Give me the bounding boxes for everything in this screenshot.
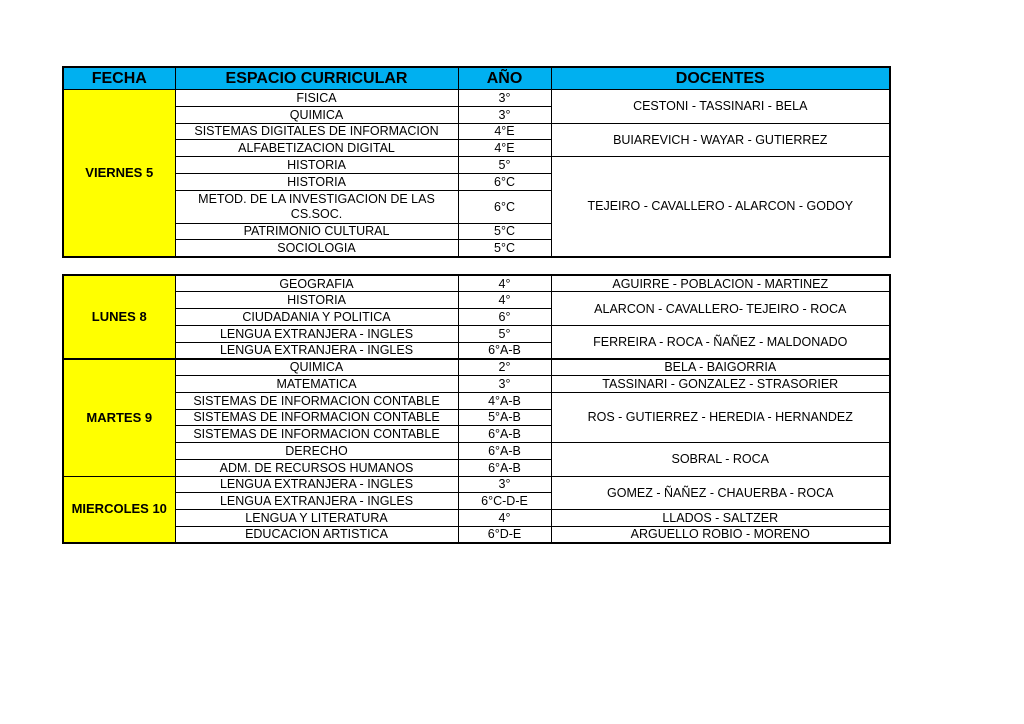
teachers-cell: BELA - BAIGORRIA [551,359,890,376]
subject-cell: LENGUA EXTRANJERA - INGLES [175,325,458,342]
teachers-cell: ALARCON - CAVALLERO- TEJEIRO - ROCA [551,292,890,326]
subject-cell: LENGUA EXTRANJERA - INGLES [175,342,458,359]
year-cell: 5° [458,157,551,174]
date-miercoles: MIERCOLES 10 [63,476,175,543]
header-docentes: DOCENTES [551,67,890,90]
year-cell: 4°A-B [458,392,551,409]
subject-cell: SISTEMAS DE INFORMACION CONTABLE [175,409,458,426]
subject-cell: SOCIOLOGIA [175,240,458,257]
table-row [63,526,890,543]
subject-cell: SISTEMAS DIGITALES DE INFORMACION [175,123,458,140]
subject-cell: HISTORIA [175,292,458,309]
header-row [63,67,890,90]
header-fecha: FECHA [63,67,175,90]
year-cell: 3° [458,376,551,393]
year-cell: 3° [458,90,551,107]
year-cell: 4° [458,275,551,292]
year-cell: 6° [458,309,551,326]
subject-cell: ALFABETIZACION DIGITAL [175,140,458,157]
table-row [63,476,890,493]
subject-cell: GEOGRAFIA [175,275,458,292]
header-anio: AÑO [458,67,551,90]
table-row [63,359,890,376]
header-espacio-curricular: ESPACIO CURRICULAR [175,67,458,90]
table-row [63,90,890,107]
teachers-cell: SOBRAL - ROCA [551,443,890,477]
year-cell: 4°E [458,140,551,157]
table-row [63,275,890,292]
year-cell: 4° [458,510,551,527]
subject-cell: EDUCACION ARTISTICA [175,526,458,543]
year-cell: 6°A-B [458,342,551,359]
exam-schedule-table-viernes [62,66,891,258]
subject-cell: CIUDADANIA Y POLITICA [175,309,458,326]
year-cell: 2° [458,359,551,376]
subject-cell: DERECHO [175,443,458,460]
subject-cell: ADM. DE RECURSOS HUMANOS [175,459,458,476]
subject-cell: HISTORIA [175,173,458,190]
teachers-cell: CESTONI - TASSINARI - BELA [551,90,890,124]
date-lunes: LUNES 8 [63,275,175,359]
date-martes: MARTES 9 [63,359,175,476]
table-row [63,376,890,393]
table-row [63,292,890,309]
teachers-cell: FERREIRA - ROCA - ÑAÑEZ - MALDONADO [551,325,890,359]
year-cell: 6°A-B [458,426,551,443]
subject-cell: LENGUA EXTRANJERA - INGLES [175,476,458,493]
year-cell: 4° [458,292,551,309]
year-cell: 3° [458,106,551,123]
subject-cell: SISTEMAS DE INFORMACION CONTABLE [175,392,458,409]
table-row [63,510,890,527]
subject-cell: LENGUA EXTRANJERA - INGLES [175,493,458,510]
subject-cell: PATRIMONIO CULTURAL [175,223,458,240]
teachers-cell: GOMEZ - ÑAÑEZ - CHAUERBA - ROCA [551,476,890,510]
subject-cell: QUIMICA [175,106,458,123]
year-cell: 6°C [458,173,551,190]
table-row [63,325,890,342]
year-cell: 5°C [458,223,551,240]
subject-cell: SISTEMAS DE INFORMACION CONTABLE [175,426,458,443]
table-row [63,392,890,409]
teachers-cell: AGUIRRE - POBLACION - MARTINEZ [551,275,890,292]
year-cell: 6°A-B [458,459,551,476]
subject-cell: MATEMATICA [175,376,458,393]
year-cell: 6°D-E [458,526,551,543]
subject-cell: QUIMICA [175,359,458,376]
year-cell: 6°A-B [458,443,551,460]
teachers-cell: ARGUELLO ROBIO - MORENO [551,526,890,543]
teachers-cell: LLADOS - SALTZER [551,510,890,527]
year-cell: 6°C-D-E [458,493,551,510]
year-cell: 6°C [458,190,551,223]
table-row [63,123,890,140]
teachers-cell: ROS - GUTIERREZ - HEREDIA - HERNANDEZ [551,392,890,442]
teachers-cell: BUIAREVICH - WAYAR - GUTIERREZ [551,123,890,157]
year-cell: 3° [458,476,551,493]
table-row [63,443,890,460]
subject-cell: FISICA [175,90,458,107]
subject-cell: LENGUA Y LITERATURA [175,510,458,527]
year-cell: 5° [458,325,551,342]
teachers-cell: TASSINARI - GONZALEZ - STRASORIER [551,376,890,393]
subject-cell: HISTORIA [175,157,458,174]
year-cell: 5°A-B [458,409,551,426]
year-cell: 5°C [458,240,551,257]
year-cell: 4°E [458,123,551,140]
table-row [63,157,890,174]
subject-cell: METOD. DE LA INVESTIGACION DE LAS CS.SOC. [175,190,458,223]
exam-schedule-table-lunes-to-miercoles [62,274,891,544]
teachers-cell: TEJEIRO - CAVALLERO - ALARCON - GODOY [551,157,890,257]
date-viernes: VIERNES 5 [63,90,175,257]
